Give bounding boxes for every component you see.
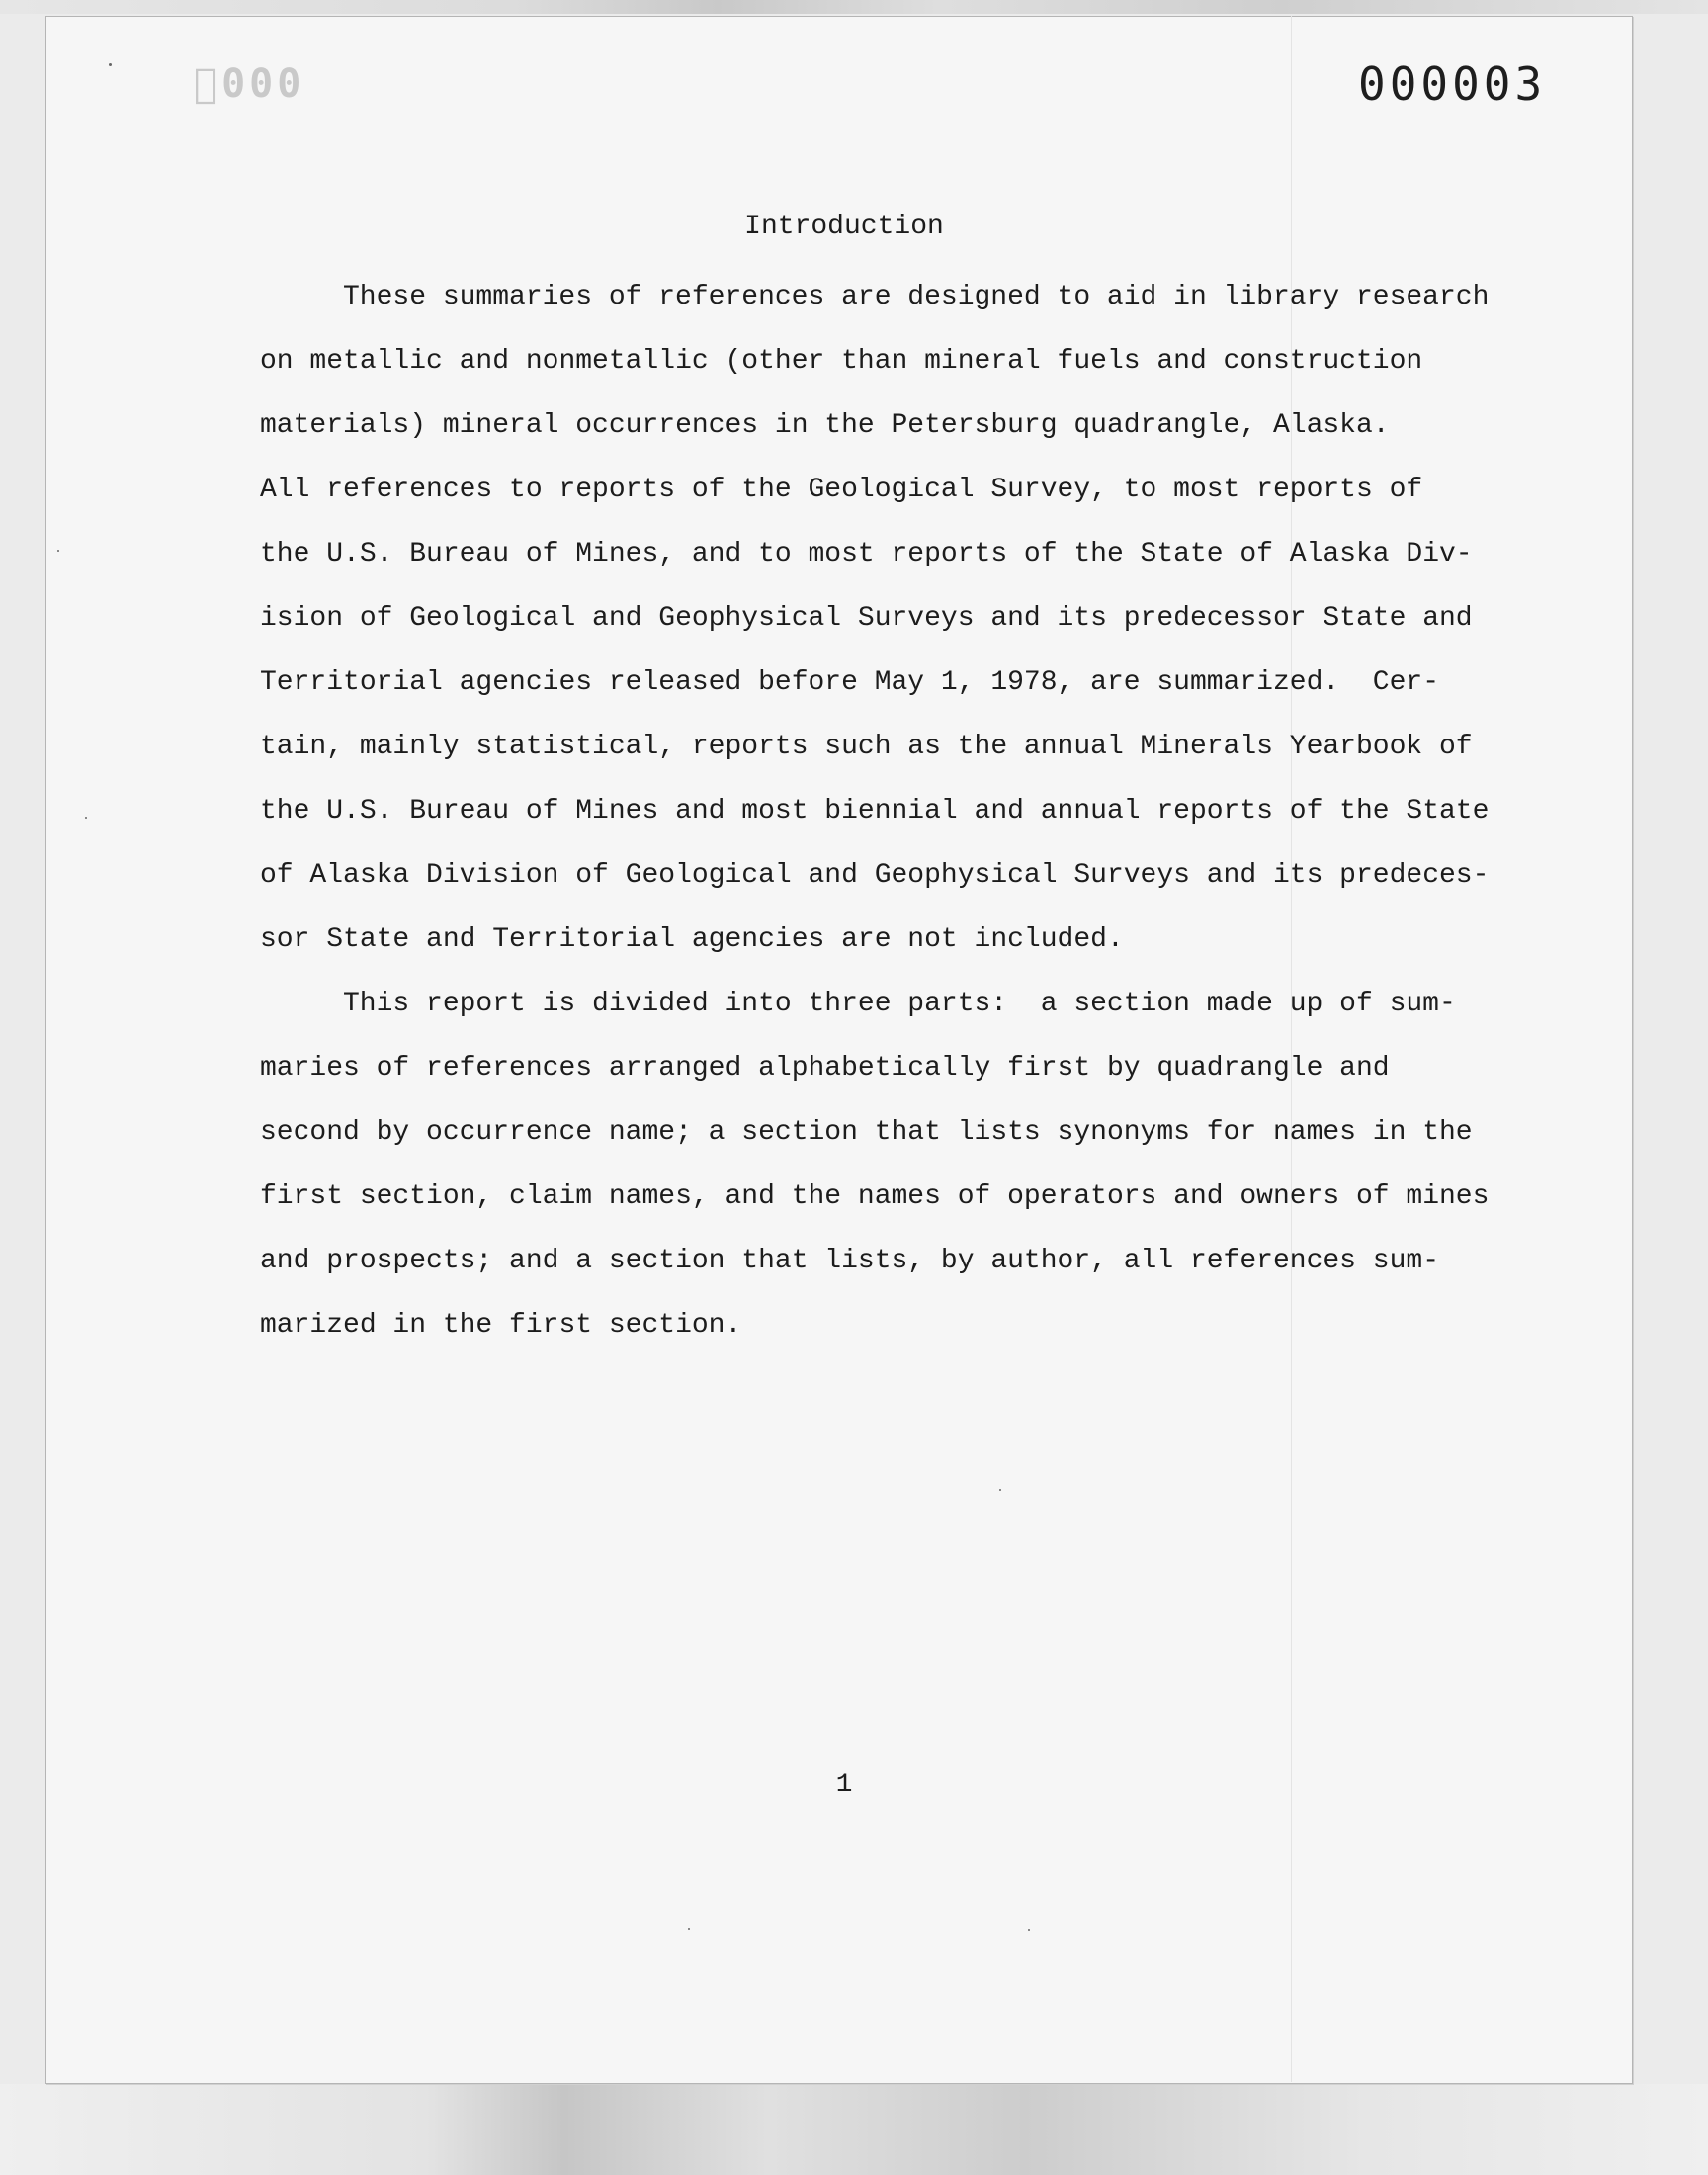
scan-speck	[1028, 1929, 1030, 1931]
text-line: maries of references arranged alphabetically first by quadrangle and	[260, 1053, 1390, 1084]
scan-edge-top	[0, 0, 1708, 14]
text-line: All references to reports of the Geological Survey, to most reports of	[260, 475, 1423, 505]
scan-speck	[57, 550, 59, 552]
text-line: the U.S. Bureau of Mines and most biennial and annual reports of the State	[260, 796, 1490, 826]
text-line: on metallic and nonmetallic (other than mineral fuels and construction	[260, 346, 1423, 377]
bleed-through-page-number:  000	[194, 61, 305, 107]
intro-paragraph-2	[260, 972, 1505, 1357]
text-line: first section, claim names, and the names of operators and owners of mines	[260, 1181, 1490, 1212]
text-line: second by occurrence name; a section that lists synonyms for names in the	[260, 1117, 1473, 1148]
text-line: of Alaska Division of Geological and Geophysical Surveys and its predeces-	[260, 860, 1490, 891]
text-line: These summaries of references are designed to aid in library research	[343, 282, 1490, 312]
text-line: ision of Geological and Geophysical Surveys and its predecessor State and	[260, 603, 1473, 634]
text-line: the U.S. Bureau of Mines, and to most reports of the State of Alaska Div-	[260, 539, 1473, 569]
page-stamp-number: 000003	[1358, 57, 1547, 111]
text-line: sor State and Territorial agencies are not included.	[260, 924, 1124, 955]
text-line: materials) mineral occurrences in the Petersburg quadrangle, Alaska.	[260, 410, 1390, 441]
text-line: Territorial agencies released before May 1, 1978, are summarized. Cer-	[260, 667, 1439, 698]
scan-speck	[999, 1489, 1001, 1491]
text-line: marized in the first section.	[260, 1310, 742, 1341]
page-number: 1	[835, 1770, 853, 1800]
scan-speck	[109, 63, 112, 66]
intro-paragraph-1	[260, 265, 1505, 972]
page-title: Introduction	[744, 212, 944, 242]
scan-speck	[688, 1928, 690, 1930]
text-line: and prospects; and a section that lists, by author, all references sum-	[260, 1246, 1439, 1276]
text-line: This report is divided into three parts: a section made up of sum-	[343, 989, 1456, 1019]
scan-edge-bottom	[0, 2084, 1708, 2175]
text-line: tain, mainly statistical, reports such as the annual Minerals Yearbook of	[260, 732, 1473, 762]
scan-speck	[85, 817, 87, 819]
